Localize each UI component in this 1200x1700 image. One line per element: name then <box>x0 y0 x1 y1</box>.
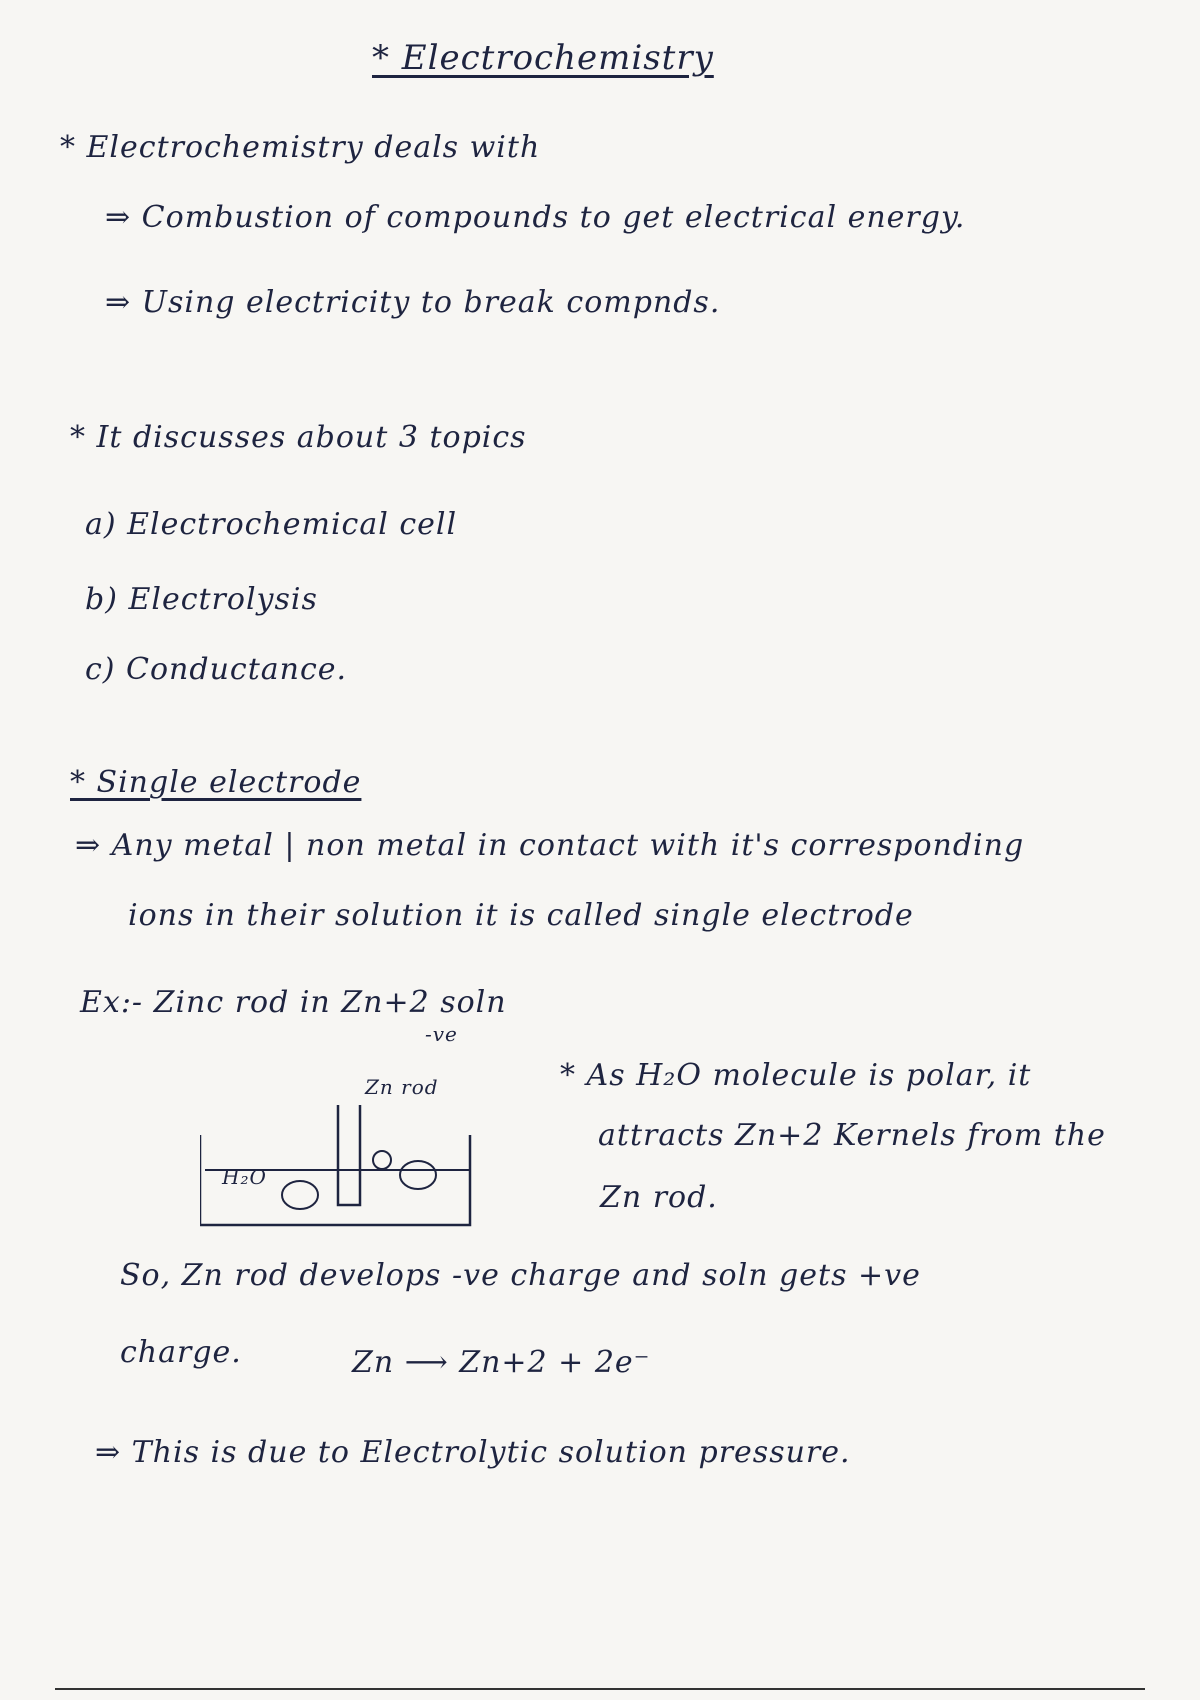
ion-circle-2 <box>400 1161 436 1189</box>
conclusion-line-1: So, Zn rod develops -ve charge and soln gets +ve <box>120 1258 921 1293</box>
side-note-line-1: * As H₂O molecule is polar, it <box>560 1058 1032 1093</box>
page-title: * Electrochemistry <box>372 38 714 78</box>
topic-item-a: a) Electrochemical cell <box>85 507 458 542</box>
intro-lead: * Electrochemistry deals with <box>60 130 541 165</box>
bottom-rule <box>55 1688 1145 1690</box>
side-note-line-3: Zn rod. <box>600 1180 718 1215</box>
electrode-diagram <box>200 1105 530 1335</box>
topic-item-b: b) Electrolysis <box>85 582 318 617</box>
topic-item-c: c) Conductance. <box>85 652 348 687</box>
example-line: Ex:- Zinc rod in Zn+2 soln <box>80 985 507 1020</box>
reaction-equation: Zn ⟶ Zn+2 + 2e⁻ <box>352 1345 651 1380</box>
side-note-line-2: attracts Zn+2 Kernels from the <box>598 1118 1106 1153</box>
intro-point-2: ⇒ Using electricity to break compnds. <box>105 285 721 320</box>
definition-line-1: ⇒ Any metal | non metal in contact with it's corresponding <box>75 828 1025 863</box>
water-label: H₂O <box>222 1165 267 1189</box>
reason-line: ⇒ This is due to Electrolytic solution pressure. <box>95 1435 851 1470</box>
intro-point-1: ⇒ Combustion of compounds to get electrical energy. <box>105 200 966 235</box>
zinc-rod <box>338 1105 360 1205</box>
electron-circle <box>373 1151 391 1169</box>
rod-label: Zn rod <box>365 1075 439 1099</box>
terminal-label: -ve <box>425 1022 458 1046</box>
section-heading: * Single electrode <box>70 765 362 800</box>
diagram-svg <box>200 1105 530 1335</box>
definition-line-2: ions in their solution it is called single electrode <box>128 898 914 933</box>
ion-circle-1 <box>282 1181 318 1209</box>
conclusion-line-2: charge. <box>120 1335 242 1370</box>
topics-lead: * It discusses about 3 topics <box>70 420 527 455</box>
